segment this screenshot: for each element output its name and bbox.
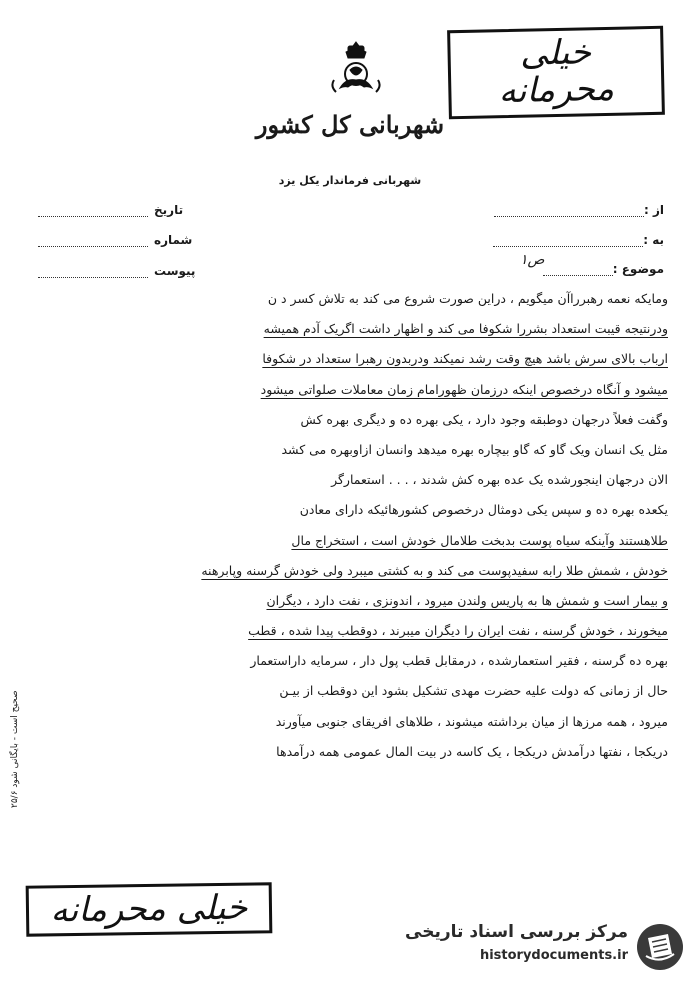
subject-line: [543, 265, 613, 276]
confidential-stamp-top: خیلی محرمانه: [447, 26, 665, 119]
from-line: [494, 206, 644, 217]
body-line: یکعده بهره ده و سپس یکی دومثال درخصوص کشورهائیکه دارای معادن: [299, 502, 668, 518]
date-line: [38, 206, 148, 217]
confidential-stamp-bottom: خیلی محرمانه: [26, 882, 273, 937]
attachment-field: [38, 264, 195, 278]
from-label: از :: [644, 203, 664, 217]
attachment-label: پیوست: [154, 264, 196, 278]
body-line: ومایکه نعمه رهبرراآن میگویم ، دراین صورت شروع می کند به تلاش کسر د ن: [267, 291, 668, 306]
subject-label: موضوع :: [612, 262, 664, 276]
body-line: حال از زمانی که دولت علیه حضرت مهدی تشکیل بشود این دوقطب از بیـن: [279, 683, 668, 699]
to-field: [487, 233, 664, 247]
to-line: [493, 236, 643, 247]
body-line: دریکجا ، نفتها درآمدش دریکجا ، یک کاسه در بیت المال عمومی همه درآمدها: [276, 743, 668, 759]
document-body: [88, 284, 668, 767]
attachment-line: [38, 267, 148, 278]
watermark-title: مرکز بررسی اسناد تاریخی: [405, 922, 628, 942]
subject-value: ص۱: [520, 252, 545, 268]
body-line: خودش ، شمش طلا رابه سفیدپوست می کند و به کشتی میبرد ولی خودش گرسنه وپابرهنه: [201, 562, 668, 578]
letterhead-title: شهربانی کل کشور: [255, 110, 445, 139]
from-field: [488, 203, 664, 217]
body-line: بهره ده گرسنه ، فقیر استعمارشده ، درمقابل قطب پول دار ، سرمایه داراستعمار: [250, 653, 668, 669]
body-line: ارباب بالای سرش باشد هیچ وقت رشد نمیکند ودربدون رهبرا ستعداد در شکوفا: [262, 351, 668, 367]
archive-watermark: [405, 920, 690, 976]
body-line: ودرنتیجه قیبت استعداد بشررا شکوفا می کند و اظهار داشت اگریک آدم همیشه: [263, 321, 668, 337]
document-stack-icon: [634, 922, 686, 972]
body-line: وگفت فعلاً درجهان دوطبقه وجود دارد ، یکی بهره ده و دیگری بهره کش: [300, 411, 668, 427]
body-line: الان درجهان اینجورشده یک عده بهره کش شدند ، . . . استعمارگر: [331, 472, 668, 488]
body-line: و بیمار است و شمش ها به پاریس ولندن میرود ، اندونزی ، نفت دارد ، دیگران: [266, 592, 668, 608]
number-field: [38, 233, 192, 247]
letterhead-subtitle: شهربانی فرماندار یکل یزد: [278, 174, 422, 187]
body-line: مثل یک انسان ویک گاو که گاو بیچاره بهره میدهد وانسان ازاوبهره می کشد: [281, 441, 668, 457]
handwritten-margin-note: صحیح است - بایگانی شود ۲۵/۶: [10, 690, 20, 808]
number-line: [38, 236, 148, 247]
watermark-url: historydocuments.ir: [479, 948, 628, 963]
lion-and-sun-emblem-icon: [326, 40, 386, 98]
body-line: میرود ، همه مرزها از میان برداشته میشوند ، طلاهای افریقای جنوبی میآورند: [275, 713, 668, 729]
date-label: تاریخ: [154, 203, 184, 217]
body-line: میشود و آنگاه درخصوص اینکه درزمان ظهورامام زمان معاملات صلواتی میشود: [260, 381, 668, 397]
subject-field: [537, 262, 664, 276]
body-line: میخورند ، خودش گرسنه ، نفت ایران را دیگران میبرند ، دوقطب پیدا شده ، قطب: [248, 623, 668, 639]
number-label: شماره: [154, 233, 193, 247]
date-field: [38, 203, 183, 217]
body-line: طلاهستند وآینکه سیاه پوست بدبخت طلامال خودش است ، استخراج مال: [291, 532, 668, 548]
to-label: به :: [643, 233, 664, 247]
